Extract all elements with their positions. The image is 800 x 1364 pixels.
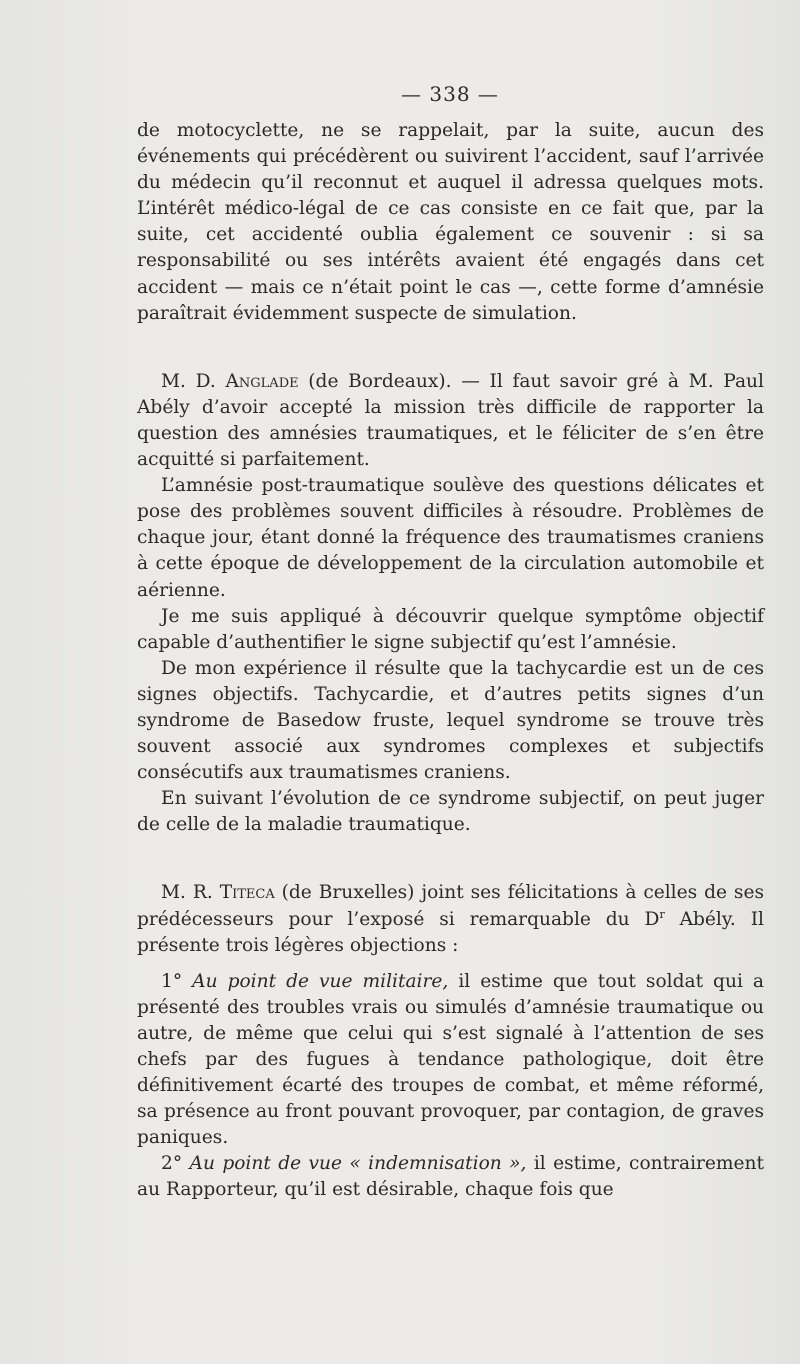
superscript: r <box>659 907 665 921</box>
speaker-name: Titeca <box>219 882 275 904</box>
objection-heading: Au point de vue « indemnisation », <box>189 1153 527 1175</box>
paragraph-text: (de Bordeaux). — Il faut savoir gré à M. Paul Abély d’avoir accepté la mission très difficile de rapporter la question des amnésies traumatiques, et le féliciter de s’en être acquitté si parfaitement. <box>137 370 764 471</box>
paragraph-titeca <box>137 880 764 958</box>
objection-1 <box>137 969 764 1152</box>
objection-heading: Au point de vue militaire, <box>192 970 449 992</box>
paragraph-tachycardia: De mon expérience il résulte que la tachycardie est un de ces signes objectifs. Tachycardie, et d’autres petits signes d’un syndrome de Basedow fruste, lequel syndrome se trouve très souvent associé aux syndromes complexes et subjectifs consécutifs aux traumatismes craniens. <box>137 657 764 784</box>
objection-number: 2° <box>161 1153 190 1175</box>
paragraph-continuation: de motocyclette, ne se rappelait, par la suite, aucun des événements qui précédèrent ou suivirent l’accident, sauf l’arrivée du médecin qu’il reconnut et auquel il adressa quelques mots. L’intérêt médico-légal de ce cas consiste en ce fait que, par la suite, cet accidenté oublia également ce souvenir : si sa responsabilité ou ses intérêts avaient été engagés dans cet accident — mais ce n’était point le cas —, cette forme d’amnésie paraîtrait évidemment suspecte de simulation. <box>137 120 764 324</box>
objection-number: 1° <box>161 970 193 992</box>
objection-text: il estime, contrairement au Rapporteur, qu’il est désirable, chaque fois que <box>137 1153 764 1201</box>
paragraph-anglade <box>137 369 764 473</box>
objection-2 <box>137 1151 764 1203</box>
page-number: — 338 — <box>401 82 499 106</box>
speaker-prefix: M. R. <box>161 882 220 904</box>
page-body <box>137 118 764 1204</box>
speaker-name: Anglade <box>225 370 299 392</box>
objection-text: il estime que tout soldat qui a présenté des troubles vrais ou simulés d’amnésie traumatique ou autre, de même que celui qui s’est signalé à l’attention de ses chefs par des fugues à tendance pathologique, doit être définitivement écarté des troupes de combat, et même réformé, sa présence au front pouvant provoquer, par contagion, de graves paniques. <box>137 970 764 1149</box>
speaker-prefix: M. D. <box>161 370 226 392</box>
paragraph-text: (de Bruxelles) joint ses félicitations à celles de ses prédécesseurs pour l’exposé si remarquable du D <box>137 882 764 930</box>
paragraph-amnesia: L’amnésie post-traumatique soulève des questions délicates et pose des problèmes souvent difficiles à résoudre. Problèmes de chaque jour, étant donné la fréquence des traumatismes craniens à cette époque de développement de la circulation automobile et aérienne. <box>137 475 764 601</box>
paragraph-symptom: Je me suis appliqué à découvrir quelque symptôme objectif capable d’authentifier le signe subjectif qu’est l’amnésie. <box>137 605 764 653</box>
paragraph-evolution: En suivant l’évolution de ce syndrome subjectif, on peut juger de celle de la maladie traumatique. <box>137 788 764 836</box>
paragraph-text: Abély. Il présente trois légères objections : <box>137 908 764 956</box>
